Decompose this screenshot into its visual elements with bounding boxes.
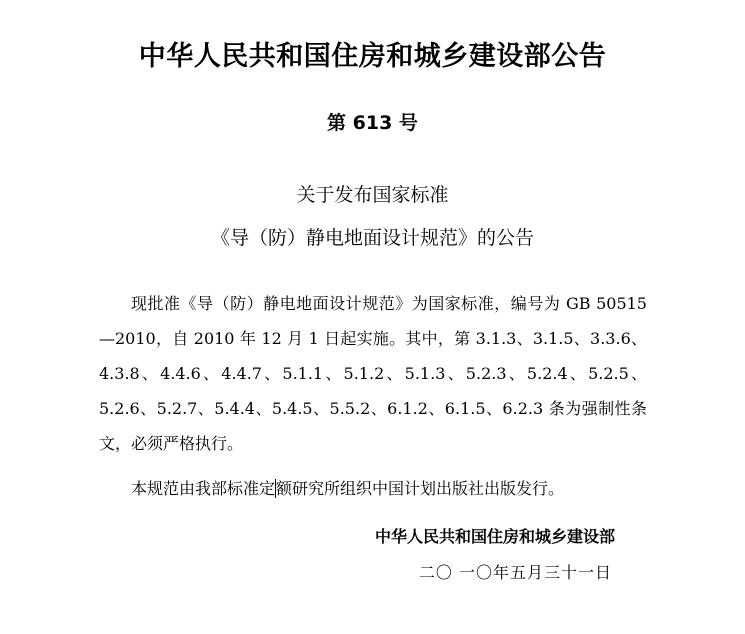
subject-line-1: 关于发布国家标准 xyxy=(296,184,449,206)
document-number: 第 613 号 xyxy=(327,112,418,134)
announcement-title: 中华人民共和国住房和城乡建设部公告 xyxy=(138,41,607,72)
body-paragraph-1[interactable]: 现批准《导（防）静电地面设计规范》为国家标准，编号为 GB 50515—2010，自 2010 年 12 月 1 日起实施。其中，第 3.1.3、3.1.5、3.3.6、4.3.8、4.4.6、4.4.7、5.1.1、5.1.2、5.1.3、5.2.3、5.2.4、5.2.5、5.2.6、5.2.7、5.4.4、5.4.5、5.5.2、6.1.2、6.1.5、6.2.3 条为强制性条文，必须严格执行。 xyxy=(99,294,647,453)
subject-line-2: 《导（防）静电地面设计规范》的公告 xyxy=(210,227,534,249)
signature-date: 二〇 一〇年五月三十一日 xyxy=(418,563,612,582)
body-paragraph-2[interactable] xyxy=(99,471,647,506)
signer: 中华人民共和国住房和城乡建设部 xyxy=(374,527,615,546)
paragraph-2-text-before-cursor: 本规范由我部标准定 xyxy=(131,479,276,498)
paragraph-2-text-after-cursor: 额研究所组织中国计划出版社出版发行。 xyxy=(276,479,565,498)
